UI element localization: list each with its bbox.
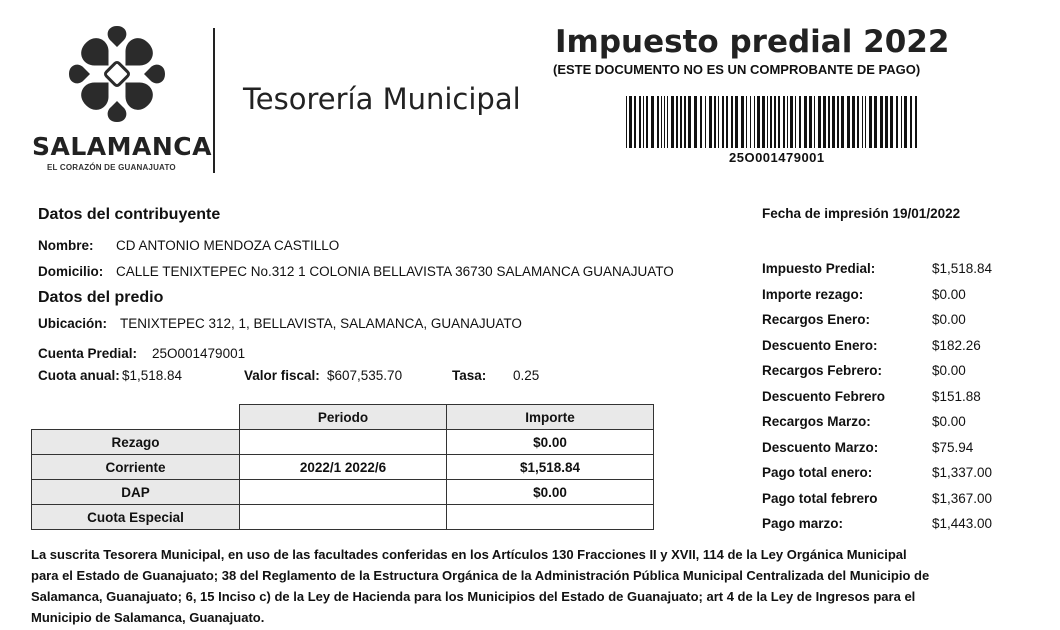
logo-wordmark: SALAMANCA	[32, 132, 212, 161]
summary-value: $0.00	[932, 312, 966, 327]
row-importe: $0.00	[447, 430, 654, 455]
table-header-periodo: Periodo	[240, 405, 447, 430]
table-row	[32, 480, 654, 505]
summary-label: Recargos Febrero:	[762, 363, 883, 378]
ubicacion-label: Ubicación:	[38, 316, 108, 331]
nombre-value: CD ANTONIO MENDOZA CASTILLO	[116, 238, 340, 253]
table-header-row	[32, 405, 654, 430]
barcode-number: 25O001479001	[729, 150, 825, 165]
row-periodo	[240, 480, 447, 505]
domicilio-label: Domicilio:	[38, 264, 104, 279]
summary-label: Pago marzo:	[762, 516, 844, 531]
summary-value: $75.94	[932, 440, 974, 455]
tasa-value: 0.25	[513, 368, 540, 383]
row-importe: $0.00	[447, 480, 654, 505]
row-importe	[447, 505, 654, 530]
document-title: Impuesto predial 2022	[555, 24, 950, 60]
row-label: DAP	[32, 480, 240, 505]
summary-value: $1,337.00	[932, 465, 993, 480]
row-periodo	[240, 430, 447, 455]
tasa-label: Tasa:	[452, 368, 487, 383]
table-row	[32, 430, 654, 455]
valor-fiscal-label: Valor fiscal:	[244, 368, 320, 383]
row-periodo: 2022/1 2022/6	[240, 455, 447, 480]
office-name: Tesorería Municipal	[243, 82, 521, 116]
row-importe: $1,518.84	[447, 455, 654, 480]
fecha-impresion: Fecha de impresión 19/01/2022	[762, 206, 961, 221]
table-row	[32, 455, 654, 480]
summary-label: Descuento Febrero	[762, 389, 886, 404]
summary-label: Impuesto Predial:	[762, 261, 876, 276]
summary-label: Descuento Enero:	[762, 338, 878, 353]
valor-fiscal-value: $607,535.70	[327, 368, 403, 383]
summary-value: $1,443.00	[932, 516, 993, 531]
nombre-label: Nombre:	[38, 238, 94, 253]
summary-label: Recargos Enero:	[762, 312, 871, 327]
legal-text	[31, 544, 1043, 628]
summary-label: Pago total enero:	[762, 465, 873, 480]
summary-value: $0.00	[932, 363, 966, 378]
row-label: Cuota Especial	[32, 505, 240, 530]
summary-value: $0.00	[932, 287, 966, 302]
table-header-importe: Importe	[447, 405, 654, 430]
row-label: Corriente	[32, 455, 240, 480]
summary-value: $151.88	[932, 389, 981, 404]
cuenta-predial-value: 25O001479001	[152, 346, 246, 361]
section-heading-predio: Datos del predio	[38, 289, 164, 306]
summary-label: Descuento Marzo:	[762, 440, 879, 455]
summary-value: $1,367.00	[932, 491, 993, 506]
document-subtitle: (ESTE DOCUMENTO NO ES UN COMPROBANTE DE PAGO)	[553, 62, 921, 77]
header-divider	[213, 28, 215, 173]
row-periodo	[240, 505, 447, 530]
barcode	[626, 96, 920, 148]
table-header-blank	[32, 405, 240, 430]
legal-line: Municipio de Salamanca, Guanajuato.	[31, 610, 265, 625]
logo-tagline: EL CORAZÓN DE GUANAJUATO	[47, 163, 176, 172]
summary-label: Importe rezago:	[762, 287, 864, 302]
summary-label: Pago total febrero	[762, 491, 878, 506]
summary-value: $1,518.84	[932, 261, 993, 276]
domicilio-value: CALLE TENIXTEPEC No.312 1 COLONIA BELLAVISTA 36730 SALAMANCA GUANAJUATO	[116, 264, 674, 279]
legal-line: Salamanca, Guanajuato; 6, 15 Inciso c) de la Ley de Hacienda para los Municipios del Estado de Guanajuato; art 4 de la Ley de Ingresos para el	[31, 589, 916, 604]
summary-value: $0.00	[932, 414, 966, 429]
cuota-anual-value: $1,518.84	[122, 368, 183, 383]
legal-line: para el Estado de Guanajuato; 38 del Reglamento de la Estructura Orgánica de la Administración Pública Municipal Centralizada del Municipio de	[31, 568, 930, 583]
ubicacion-value: TENIXTEPEC 312, 1, BELLAVISTA, SALAMANCA, GUANAJUATO	[120, 316, 522, 331]
cuota-anual-label: Cuota anual:	[38, 368, 120, 383]
cuenta-predial-label: Cuenta Predial:	[38, 346, 138, 361]
section-heading-contribuyente: Datos del contribuyente	[38, 206, 221, 223]
legal-line: La suscrita Tesorera Municipal, en uso de las facultades conferidas en los Artículos 130 Fracciones II y XVII, 114 de la Ley Orgánica Municipal	[31, 547, 907, 562]
row-label: Rezago	[32, 430, 240, 455]
periods-table	[31, 404, 654, 530]
summary-value: $182.26	[932, 338, 981, 353]
summary-label: Recargos Marzo:	[762, 414, 871, 429]
table-row	[32, 505, 654, 530]
